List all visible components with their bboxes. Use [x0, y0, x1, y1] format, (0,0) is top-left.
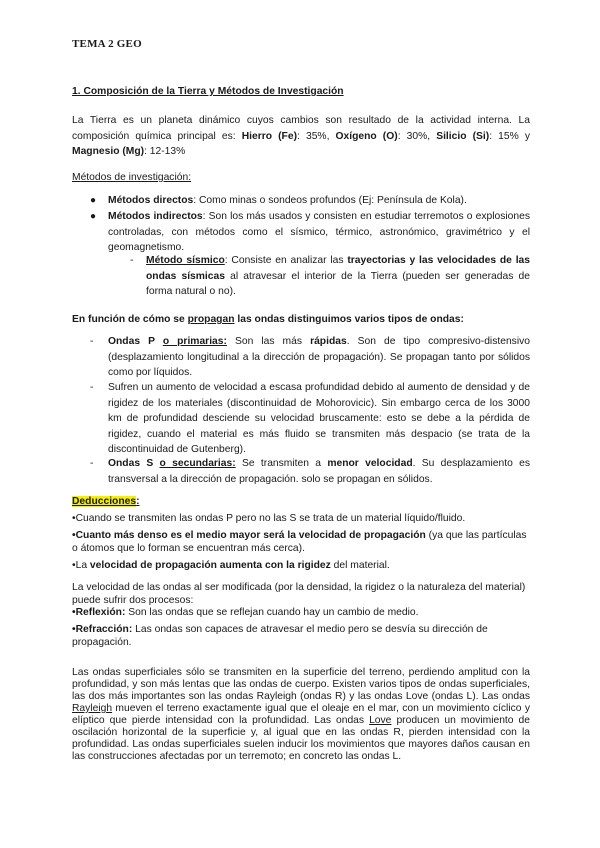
deductions-highlight: Deducciones: [72, 496, 137, 507]
p-waves-text-a: Son las más: [226, 336, 311, 347]
s-waves-label-underlined: o secundarias:: [159, 458, 236, 469]
dash-icon: -: [130, 255, 134, 266]
intro-text: La Tierra es un planeta dinámico cuyos cambios son resultado de la actividad interna. La composición química principal es:: [72, 115, 530, 142]
sub-bullet-seismic-method: [130, 253, 530, 300]
dash-icon: -: [90, 458, 94, 469]
seismic-method-label: Método sísmico: [146, 255, 225, 266]
waves-heading-underlined: propagan: [187, 314, 235, 325]
surface-text-a: Las ondas superficiales sólo se transmiten en la superficie del terreno, perdiendo amplitud con la profundidad, y son más lentas que las ondas de cuerpo. Existen varios tipos de ondas superficiales, las dos más importantes son las ondas Rayleigh (ondas R) y las ondas Love (ondas L). Las ondas: [72, 667, 530, 702]
deduction-3-a: •La: [72, 560, 90, 571]
iron-label: Hierro (Fe): [241, 130, 298, 142]
direct-methods-text: : Como minas o sondeos profundos (Ej: Península de Kola).: [193, 195, 467, 206]
dash-icon: -: [90, 336, 94, 347]
bullet-dot-icon: ●: [90, 195, 97, 206]
s-waves-label: Ondas S: [108, 458, 160, 469]
document-title: TEMA 2 GEO: [72, 38, 142, 50]
bullet-indirect-methods: [90, 209, 530, 256]
waves-heading: [72, 312, 464, 328]
seismic-text-bold: trayectorias y las velocidades de las ondas sísmicas: [146, 255, 531, 282]
deductions-colon: :: [136, 496, 140, 507]
rayleigh-term: Rayleigh: [72, 703, 113, 714]
s-waves-text-b: . Su desplazamiento es transversal a la dirección de propagación. solo se propagan en sólidos.: [108, 458, 530, 485]
seismic-text-b: al atravesar el interior de la Tierra (pueden ser generadas de forma natural o no).: [146, 270, 530, 297]
indirect-methods-label: Métodos indirectos: [108, 211, 203, 222]
list-item-s-waves: [90, 456, 530, 487]
silicon-label: Silicio (Si): [436, 130, 490, 142]
deduction-3-bold: velocidad de propagación aumenta con la rigidez: [89, 560, 331, 571]
dash-icon: -: [90, 382, 94, 393]
indirect-methods-text: : Son los más usados y consisten en estudiar terremotos o explosiones controladas, con métodos como el sísmico, térmico, astronómico, gravimétrico y el geomagnetismo.: [108, 211, 530, 253]
deduction-2-bold: •Cuanto más denso es el medio mayor será la velocidad de propagación: [72, 530, 426, 541]
list-item-p-waves: [90, 334, 530, 381]
p-waves-label: Ondas P: [108, 336, 163, 347]
refraction-line: [72, 623, 530, 649]
reflection-line: [72, 606, 530, 619]
love-term: Love: [369, 715, 392, 726]
bullet-dot-icon: ●: [90, 211, 97, 222]
magnesium-value: : 12-13%: [144, 146, 186, 157]
deduction-2: [72, 529, 530, 555]
silicon-value: : 15% y: [489, 130, 531, 142]
waves-heading-b: las ondas distinguimos varios tipos de ondas:: [234, 314, 464, 325]
section-heading: 1. Composición de la Tierra y Métodos de Investigación: [72, 86, 344, 97]
oxygen-value: : 30%,: [397, 130, 437, 142]
methods-label: Métodos de investigación:: [72, 172, 192, 183]
deduction-1: •Cuando se transmiten las ondas P pero no las S se trata de un material líquido/fluido.: [72, 513, 466, 524]
surface-waves-paragraph: [72, 667, 530, 763]
deductions-label: [72, 494, 140, 510]
bullet-direct-methods: [90, 193, 530, 209]
surface-text-c: producen un movimiento de oscilación horizontal de la superficie y, al igual que en las ondas R, pierden intensidad con la profundidad. Las ondas superficiales suelen inducir los movimientos que mayores daños causan en las construcciones afectadas por un terremoto; en concreto las ondas L.: [72, 715, 530, 762]
list-item-velocity-increase: [90, 380, 530, 458]
refraction-text: Las ondas son capaces de atravesar el medio pero se desvía su dirección de propagación.: [72, 624, 488, 648]
waves-heading-a: En función de cómo se: [72, 314, 188, 325]
p-waves-label-underlined: o primarias:: [162, 336, 227, 347]
reflection-label: •Reflexión:: [72, 607, 126, 618]
magnesium-label: Magnesio (Mg): [72, 146, 145, 157]
deduction-3: [72, 559, 530, 572]
velocity-increase-text: Sufren un aumento de velocidad a escasa profundidad debido al aumento de densidad y de rigidez de los materiales (discontinuidad de Mohorovicic). Sin embargo cerca de los 3000 km de profundidad desciende su velocidad bruscamente: esto se debe a la pérdida de rigidez, cuando el material es más fluido se transmiten más despacio (se trata de la discontinuidad de Gutenberg).: [108, 382, 530, 455]
deduction-2-text: (ya que las partículas o átomos que lo forman se encuentran más cerca).: [72, 530, 527, 554]
direct-methods-label: Métodos directos: [108, 195, 194, 206]
deduction-3-b: del material.: [330, 560, 390, 571]
p-waves-text-b: . Son de tipo compresivo-distensivo (desplazamiento longitudinal a la dirección de propagación). Se propagan tanto por sólidos como por líquidos.: [108, 336, 530, 378]
refraction-label: •Refracción:: [72, 624, 133, 635]
seismic-text-a: : Consiste en analizar las: [224, 255, 348, 266]
s-waves-text-a: Se transmiten a: [235, 458, 328, 469]
velocity-paragraph: La velocidad de las ondas al ser modificada (por la densidad, la rigidez o la naturaleza del material) puede sufrir dos procesos:: [72, 582, 526, 606]
oxygen-label: Oxígeno (O): [335, 130, 398, 142]
surface-text-b: mueven el terreno exactamente igual que el oleaje en el mar, con un movimiento cíclico y elíptico que pierde intensidad con la profundidad. Las ondas: [72, 703, 530, 726]
s-waves-text-bold: menor velocidad: [327, 458, 413, 469]
p-waves-text-bold: rápidas: [310, 336, 347, 347]
intro-paragraph: [72, 113, 530, 160]
reflection-text: Son las ondas que se reflejan cuando hay un cambio de medio.: [125, 607, 419, 618]
iron-value: : 35%,: [297, 130, 336, 142]
